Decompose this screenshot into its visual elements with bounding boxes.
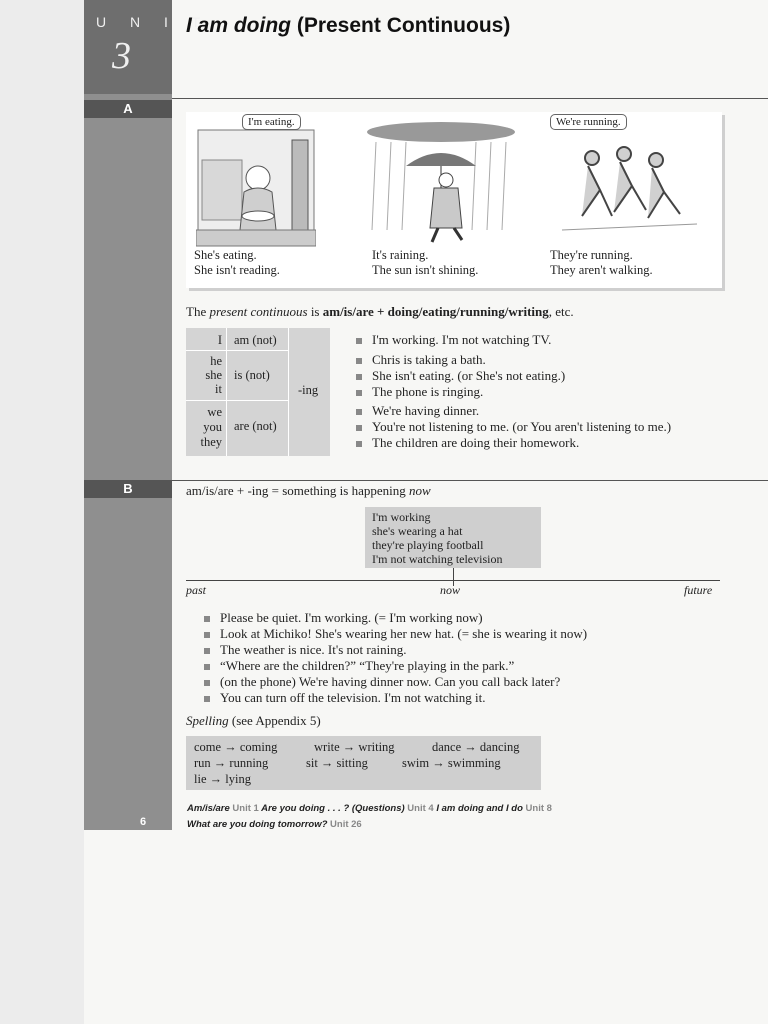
section-a-label: A bbox=[84, 100, 172, 118]
caption-raining-line2: The sun isn't shining. bbox=[372, 263, 479, 277]
sidebar-strip bbox=[84, 0, 172, 830]
unit-4-link[interactable]: Unit 4 bbox=[407, 803, 434, 814]
spelling-run: run → running bbox=[194, 756, 269, 770]
example-a-5: We're having dinner. bbox=[356, 403, 479, 419]
spelling-write: write → writing bbox=[314, 740, 395, 754]
caption-raining-line1: It's raining. bbox=[372, 248, 429, 262]
example-a-2: Chris is taking a bath. bbox=[356, 352, 486, 368]
speech-bubble-eating: I'm eating. bbox=[242, 114, 301, 130]
illustration-panel bbox=[186, 112, 722, 288]
table-ing-suffix: -ing bbox=[298, 383, 319, 397]
caption-running-line2: They aren't walking. bbox=[550, 263, 653, 277]
title-italic: I am doing bbox=[186, 14, 291, 37]
unit-26-link[interactable]: Unit 26 bbox=[330, 819, 362, 830]
table-pronoun-he-she-it: he she it bbox=[205, 354, 222, 396]
title-rest: (Present Continuous) bbox=[291, 14, 511, 37]
now-box-line-1: I'm working bbox=[372, 510, 431, 524]
example-b-4: “Where are the children?” “They're playing in the park.” bbox=[204, 658, 514, 674]
table-pronoun-we-you-they: we you they bbox=[200, 405, 222, 449]
timeline-now-label: now bbox=[440, 583, 461, 597]
table-verb-am: am (not) bbox=[234, 333, 277, 347]
now-example-box bbox=[365, 507, 541, 568]
section-b-rule bbox=[172, 480, 768, 481]
section-b-label: B bbox=[84, 480, 172, 498]
timeline-future-label: future bbox=[684, 583, 713, 597]
example-b-3: The weather is nice. It's not raining. bbox=[204, 642, 406, 658]
page-number: 6 bbox=[140, 816, 147, 828]
man-in-rain-illustration bbox=[366, 120, 516, 248]
example-a-6: You're not listening to me. (or You aren't listening to me.) bbox=[356, 419, 671, 435]
page-title bbox=[186, 14, 510, 38]
section-a-rule bbox=[172, 98, 768, 99]
footer-cross-refs-2: What are you doing tomorrow? Unit 26 bbox=[187, 819, 362, 830]
intro-mid: is bbox=[307, 304, 323, 319]
intro-bold: am/is/are + doing/eating/running/writing bbox=[322, 304, 549, 319]
people-running-illustration bbox=[552, 120, 702, 248]
intro-post: , etc. bbox=[548, 304, 574, 319]
caption-eating-line1: She's eating. bbox=[194, 248, 257, 262]
spelling-swim: swim → swimming bbox=[402, 756, 501, 770]
example-a-7: The children are doing their homework. bbox=[356, 435, 579, 451]
example-a-3: She isn't eating. (or She's not eating.) bbox=[356, 368, 565, 384]
unit-8-link[interactable]: Unit 8 bbox=[525, 803, 552, 814]
spelling-heading: Spelling (see Appendix 5) bbox=[186, 713, 321, 728]
now-box-line-3: they're playing football bbox=[372, 538, 484, 552]
caption-raining bbox=[372, 248, 478, 278]
example-b-1: Please be quiet. I'm working. (= I'm working now) bbox=[204, 610, 483, 626]
example-b-6: You can turn off the television. I'm not watching it. bbox=[204, 690, 485, 706]
example-a-4: The phone is ringing. bbox=[356, 384, 483, 400]
spelling-box bbox=[186, 736, 541, 790]
table-verb-is: is (not) bbox=[234, 368, 270, 382]
caption-eating bbox=[194, 248, 280, 278]
spelling-sit: sit → sitting bbox=[306, 756, 368, 770]
example-b-5: (on the phone) We're having dinner now. Can you call back later? bbox=[204, 674, 560, 690]
caption-eating-line2: She isn't reading. bbox=[194, 263, 280, 277]
timeline-past-label: past bbox=[186, 583, 207, 597]
unit-number: 3 bbox=[112, 35, 131, 77]
caption-running-line1: They're running. bbox=[550, 248, 633, 262]
example-b-2: Look at Michiko! She's wearing her new hat. (= she is wearing it now) bbox=[204, 626, 587, 642]
section-b-intro: am/is/are + -ing = something is happening now bbox=[186, 483, 431, 498]
footer-cross-refs-1: Am/is/are Unit 1 Are you doing . . . ? (Questions) Unit 4 I am doing and I do Unit 8 bbox=[187, 803, 552, 814]
present-continuous-intro bbox=[186, 304, 574, 320]
table-verb-are: are (not) bbox=[234, 419, 277, 433]
intro-pre: The bbox=[186, 304, 210, 319]
table-pronoun-i: I bbox=[217, 333, 222, 347]
spelling-dance: dance → dancing bbox=[432, 740, 520, 754]
intro-italic: present continuous bbox=[209, 304, 308, 319]
caption-running bbox=[550, 248, 653, 278]
unit-label: U N I T bbox=[96, 14, 211, 30]
unit-1-link[interactable]: Unit 1 bbox=[232, 803, 259, 814]
woman-eating-illustration bbox=[196, 120, 316, 248]
now-box-line-2: she's wearing a hat bbox=[372, 524, 463, 538]
example-a-1: I'm working. I'm not watching TV. bbox=[356, 332, 551, 348]
conjugation-table bbox=[186, 328, 330, 456]
spelling-lie: lie → lying bbox=[194, 772, 251, 786]
now-box-line-4: I'm not watching television bbox=[372, 552, 503, 566]
speech-bubble-running: We're running. bbox=[550, 114, 627, 130]
spelling-come: come → coming bbox=[194, 740, 278, 754]
